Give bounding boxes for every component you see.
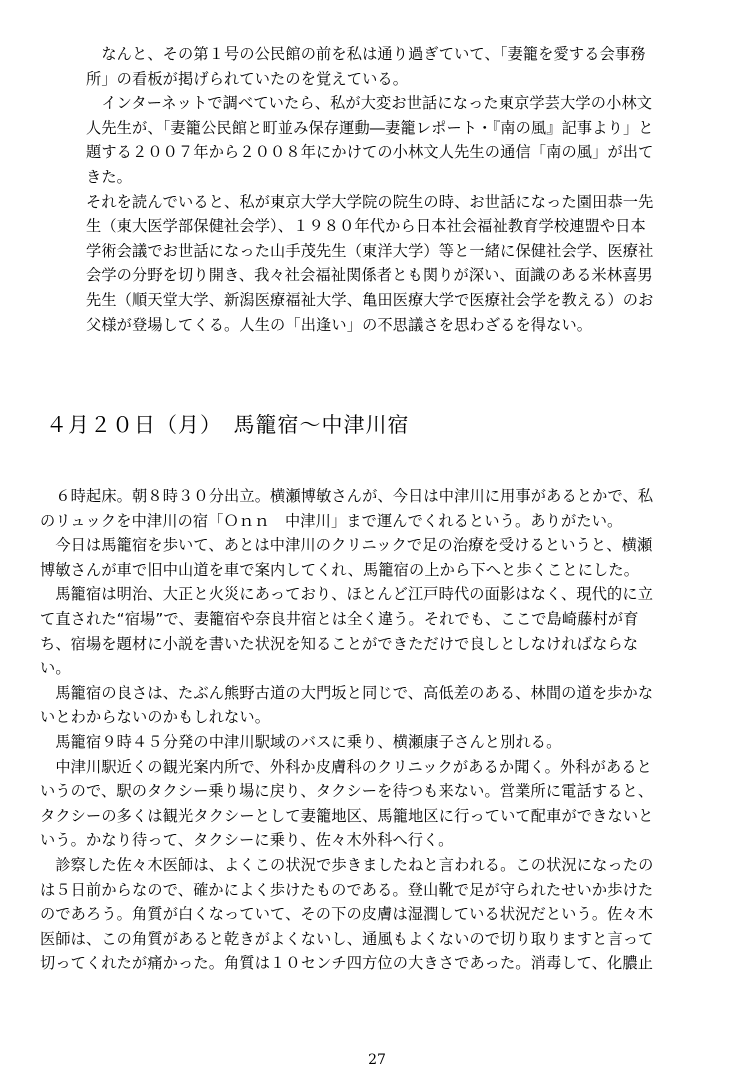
- text-line: のリュックを中津川の宿「Ｏｎｎ 中津川」まで運んでくれるという。ありがたい。: [40, 511, 623, 530]
- text-line: て直された“宿場”で、妻籠宿や奈良井宿とは全く違う。それでも、ここで島崎藤村が育: [40, 609, 639, 628]
- text-line: タクシーの多くは観光タクシーとして妻籠地区、馬籠地区に行っていて配車ができないと: [40, 806, 654, 825]
- text-line: 会学の分野を切り開き、我々社会福祉関係者とも関りが深い、面識のある米林喜男: [86, 266, 653, 285]
- text-line: 馬籠宿は明治、大正と火災にあっており、ほとんど江戸時代の面影はなく、現代的に立: [40, 585, 654, 604]
- text-line: いう。かなり待って、タクシーに乗り、佐々木外科へ行く。: [40, 831, 454, 850]
- text-line: 博敏さんが車で旧中山道を車で案内してくれ、馬籠宿の上から下へと歩くことにした。: [40, 560, 640, 579]
- text-line: ６時起床。朝８時３０分出立。横瀬博敏さんが、今日は中津川に用事があるとかで、私: [40, 487, 654, 505]
- page-number: 27: [368, 1052, 386, 1068]
- text-line: きた。: [86, 167, 133, 186]
- text-line: 所」の看板が掲げられていたのを覚えている。: [86, 69, 409, 88]
- text-line: 馬籠宿９時４５分発の中津川駅域のバスに乗り、横瀬康子さんと別れる。: [40, 732, 562, 751]
- text-line: は５日前からなので、確かによく歩けたものである。登山靴で足が守られたせいか歩けた: [40, 880, 654, 899]
- text-line: のであろう。角質が白くなっていて、その下の皮膚は湿潤している状況だという。佐々木: [40, 905, 654, 924]
- text-line: 医師は、この角質があると乾きがよくないし、通風もよくないので切り取りますと言って: [40, 929, 654, 948]
- section-heading: ４月２０日（月） 馬籠宿～中津川宿: [46, 413, 410, 437]
- text-line: 先生（順天堂大学、新潟医療福祉大学、亀田医療大学で医療社会学を教える）のお: [86, 290, 654, 309]
- text-line: なんと、その第１号の公民館の前を私は通り過ぎていて、「妻籠を愛する会事務: [86, 45, 646, 63]
- text-line: いうので、駅のタクシー乗り場に戻り、タクシーを待つも来ない。営業所に電話すると、: [40, 782, 654, 801]
- text-line: 今日は馬籠宿を歩いて、あとは中津川のクリニックで足の治療を受けるというと、横瀬: [40, 536, 653, 555]
- text-line: それを読んでいると、私が東京大学大学院の院生の時、お世話になった園田恭一先: [86, 192, 654, 211]
- text-line: い。: [40, 659, 71, 678]
- text-line: 切ってくれたが痛かった。角質は１０センチ四方位の大きさであった。消毒して、化膿止: [40, 954, 654, 973]
- text-line: 人先生が、「妻籠公民館と町並み保存運動―妻籠レポート・『南の風』記事より」と: [86, 118, 654, 137]
- text-line: インターネットで調べていたら、私が大変お世話になった東京学芸大学の小林文: [86, 94, 653, 113]
- text-line: いとわからないのかもしれない。: [40, 708, 271, 727]
- diary-body: [40, 484, 696, 976]
- text-line: 中津川駅近くの観光案内所で、外科か皮膚科のクリニックがあるか聞く。外科があると: [40, 757, 652, 776]
- text-line: 診察した佐々木医師は、よくこの状況で歩きましたねと言われる。この状況になったの: [40, 855, 654, 874]
- text-line: ち、宿場を題材に小説を書いた状況を知ることができただけで良しとしなければならな: [40, 634, 639, 653]
- text-line: 馬籠宿の良さは、たぶん熊野古道の大門坂と同じで、高低差のある、林間の道を歩かな: [40, 683, 654, 702]
- text-line: 生（東大医学部保健社会学）、１９８０年代から日本社会福祉教育学校連盟や日本: [86, 217, 646, 236]
- text-line: 題する２００７年から２００８年にかけての小林文人先生の通信「南の風」が出て: [86, 143, 654, 162]
- text-line: 父様が登場してくる。人生の「出逢い」の不思議さを思わざるを得ない。: [86, 315, 593, 334]
- text-line: 学術会議でお世話になった山手茂先生（東洋大学）等と一緒に保健社会学、医療社: [86, 241, 654, 260]
- intro-paragraphs: [86, 42, 696, 337]
